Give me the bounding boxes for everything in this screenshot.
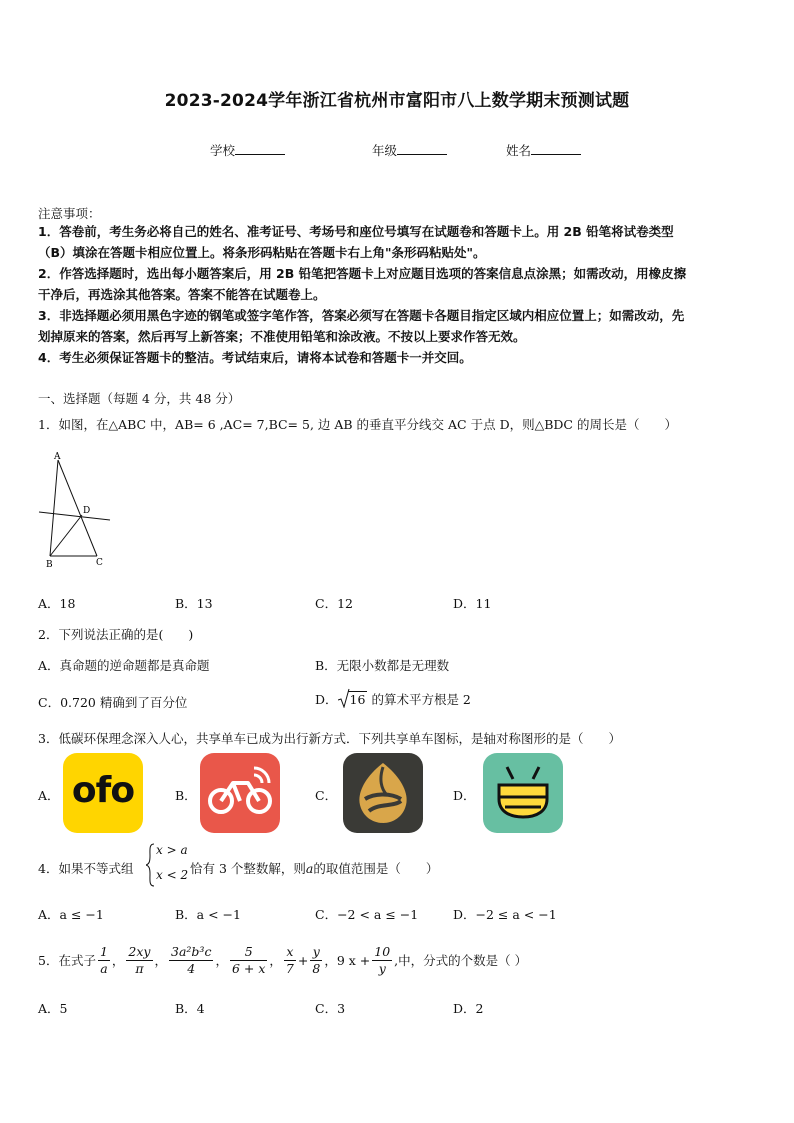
- q3-option-b-letter: B．: [175, 788, 197, 803]
- separator: ，: [269, 953, 282, 968]
- bee-icon: [483, 753, 563, 833]
- question-5: [38, 939, 527, 981]
- grade-label: 年级: [372, 143, 398, 158]
- q1-option-c: C．12: [315, 596, 353, 611]
- question-4-body: [190, 859, 438, 877]
- fraction-numerator: 1: [99, 943, 108, 959]
- inequality-line-1: x > a: [156, 843, 188, 857]
- vertex-label-d: D: [83, 506, 91, 516]
- notice-line: 4．考生必须保证答题卡的整洁。考试结束后，请将本试卷和答题卡一并交回。: [38, 350, 472, 365]
- q4-option-b: B．a < −1: [175, 907, 241, 922]
- q1-option-d: D．11: [453, 596, 492, 611]
- plus-sign: +: [297, 952, 309, 968]
- fraction-denominator: 7: [285, 960, 294, 976]
- fraction-numerator: 5: [230, 944, 267, 961]
- ofo-app-icon: [63, 753, 143, 833]
- fraction-denominator: π: [135, 960, 144, 976]
- fraction-numerator: 10: [374, 943, 391, 959]
- fraction-denominator: a: [100, 960, 108, 976]
- bike-app-icon: [200, 753, 280, 833]
- school-label: 学校: [210, 143, 236, 158]
- q5-option-c: C．3: [315, 1001, 346, 1016]
- sqrt-expression: [338, 690, 368, 707]
- q4-suffix-text: 的取值范围是（ ）: [313, 861, 439, 876]
- fraction-denominator: y: [378, 960, 386, 976]
- q1-option-b: B．13: [175, 596, 213, 611]
- fraction-denominator: 6 + x: [231, 960, 266, 976]
- school-blank: [235, 142, 285, 155]
- q2-option-d-suffix: 的算术平方根是 2: [371, 692, 471, 707]
- triangle-figure: [34, 450, 114, 572]
- page-title: 2023-2024学年浙江省杭州市富阳市八上数学期末预测试题: [164, 91, 630, 111]
- question-1: 1．如图，在△ABC 中，AB= 6 ,AC= 7,BC= 5, 边 AB 的垂直平分线交 AC 于点 D，则△BDC 的周长是（ ）: [38, 417, 677, 432]
- fraction-5: [284, 944, 296, 977]
- q5-option-b: B．4: [175, 1001, 205, 1016]
- q2-option-d: [315, 690, 471, 708]
- q2-option-a: A．真命题的逆命题都是真命题: [38, 658, 210, 673]
- q1-option-a: A．18: [38, 596, 76, 611]
- radical-sign-icon: [338, 688, 350, 708]
- q5-option-d: D．2: [453, 1001, 484, 1016]
- name-blank: [531, 142, 581, 155]
- inequality-line-2: x < 2: [156, 868, 189, 882]
- vertex-label-a: A: [54, 452, 61, 462]
- question-2: 2．下列说法正确的是( ): [38, 627, 194, 642]
- q5-prefix: 5．在式子: [38, 953, 96, 968]
- fraction-4: [230, 944, 267, 977]
- notice-line: （B）填涂在答题卡相应位置上。将条形码粘贴在答题卡右上角"条形码粘贴处"。: [38, 245, 486, 260]
- bicycle-icon: [200, 753, 280, 833]
- q4-variable: a: [305, 861, 314, 876]
- fraction-3: [169, 944, 213, 977]
- separator: ，: [111, 953, 125, 968]
- fraction-numerator: 3a²b³c: [171, 943, 212, 959]
- question-4-prefix: 4．如果不等式组: [38, 861, 134, 876]
- notice-line: 2．作答选择题时，选出每小题答案后，用 2B 铅笔把答题卡上对应题目选项的答案信息点涂黑；如需改动，用橡皮擦: [38, 266, 687, 281]
- q5-suffix: ,中，分式的个数是（ ）: [394, 953, 528, 968]
- q5-option-a: A．5: [38, 1001, 68, 1016]
- fraction-1: [98, 944, 110, 977]
- q2-option-c: C．0.720 精确到了百分位: [38, 695, 188, 710]
- q4-middle-text: 恰有 3 个整数解，则: [190, 861, 306, 876]
- fraction-numerator: 2xy: [128, 943, 151, 959]
- q4-option-d: D．−2 ≤ a < −1: [453, 907, 557, 922]
- q4-option-a: A．a ≤ −1: [38, 907, 104, 922]
- fraction-denominator: 8: [312, 960, 321, 976]
- ofo-logo-text: ofo: [71, 770, 135, 811]
- fraction-6: [310, 944, 322, 977]
- vertex-label-b: B: [46, 560, 53, 570]
- q3-option-c-letter: C．: [315, 788, 338, 803]
- q2-option-d-prefix: D．: [315, 692, 338, 707]
- fraction-2: [126, 944, 152, 977]
- q4-option-c: C．−2 < a ≤ −1: [315, 907, 419, 922]
- section-heading: 一、选择题（每题 4 分，共 48 分）: [38, 391, 241, 406]
- q3-option-a-letter: A．: [38, 788, 60, 803]
- sqrt-radicand: 16: [349, 692, 366, 707]
- pinecone-app-icon: [343, 753, 423, 833]
- notice-line: 划掉原来的答案，然后再写上新答案；不准使用铅笔和涂改液。不按以上要求作答无效。: [38, 329, 526, 344]
- fraction-7: [372, 944, 392, 977]
- notice-line: 干净后，再选涂其他答案。答案不能答在试题卷上。: [38, 287, 326, 302]
- grade-field: [372, 141, 447, 159]
- school-field: [210, 141, 285, 159]
- fraction-denominator: 4: [187, 960, 196, 976]
- fraction-numerator: y: [310, 944, 322, 961]
- name-label: 姓名: [506, 143, 532, 158]
- vertex-label-c: C: [96, 558, 103, 568]
- nine-x-term: 9 x +: [336, 952, 371, 968]
- notice-line: 3．非选择题必须用黑色字迹的钢笔或签字笔作答，答案必须写在答题卡各题目指定区域内相应位置上；如需改动，先: [38, 308, 685, 323]
- fraction-numerator: x: [284, 944, 296, 961]
- grade-blank: [397, 142, 447, 155]
- notice-heading: 注意事项：: [38, 206, 101, 221]
- bee-app-icon: [483, 753, 563, 833]
- separator: ，: [154, 953, 168, 968]
- q3-option-d-letter: D．: [453, 788, 476, 803]
- separator: ，: [215, 953, 228, 968]
- q2-option-b: B．无限小数都是无理数: [315, 658, 450, 673]
- question-3: 3．低碳环保理念深入人心，共享单车已成为出行新方式．下列共享单车图标，是轴对称图形的是（ ）: [38, 731, 621, 746]
- pinecone-icon: [343, 753, 423, 833]
- notice-line: 1．答卷前，考生务必将自己的姓名、准考证号、考场号和座位号填写在试题卷和答题卡上。用 2B 铅笔将试卷类型: [38, 224, 674, 239]
- separator: ，: [324, 953, 337, 968]
- name-field: [506, 141, 581, 159]
